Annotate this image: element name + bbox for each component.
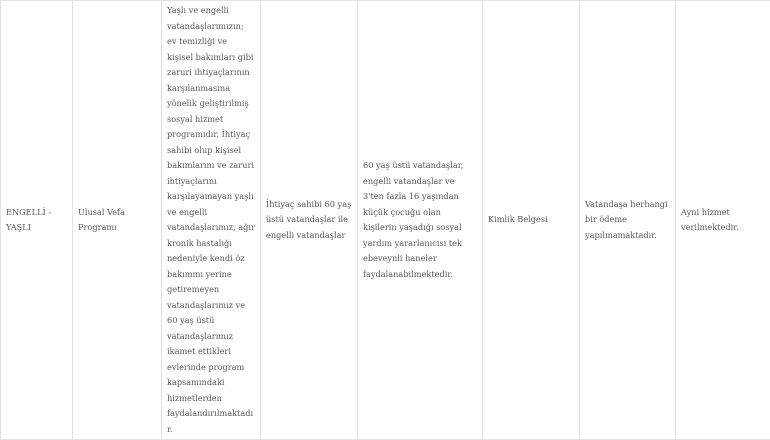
eligibility-text: 60 yaş üstü vatandaşlar, engelli vatandaşlar ve 3'ten fazla 16 yaşından küçük çocuğu olan kişilerin yaşadığı sosyal yardım yararlanıcısı tek ebeveynli haneler faydalanabilmektedir. (363, 158, 477, 282)
cell-description (162, 1, 261, 440)
cell-eligibility (358, 1, 483, 440)
program-description: Yaşlı ve engelli vatandaşlarımızın; ev temizliği ve kişisel bakımları gibi zaruri ihtiyaçlarının karşılanmasına yönelik geliştirilmiş sosyal hizmet programıdır. İhtiyaç sahibi olup kişisel bakımlarını ve zaruri ihtiyaçlarını karşılayamayan yaşlı ve engelli vatandaşlarımız, ağır kronik hastalığı nedeniyle kendi öz bakımını yerine getiremeyen vatandaşlarımız ve 60 yaş üstü vatandaşlarımız ikamet ettikleri evlerinde program kapsamındaki hizmetlerden faydalandırılmaktadır. (167, 3, 255, 437)
cell-category (1, 1, 73, 440)
cell-program (73, 1, 162, 440)
category-text: ENGELLİ - YAŞLI (6, 205, 67, 236)
program-name: Ulusal Vefa Programı (78, 205, 156, 236)
cell-aid-type (676, 1, 770, 440)
aid-type-text: Ayni hizmet verilmektedir. (681, 205, 765, 236)
table-row (1, 1, 770, 440)
cell-payment (580, 1, 676, 440)
payment-text: Vatandaşa herhangi bir ödeme yapılmamaktadır. (585, 197, 670, 244)
cell-document (483, 1, 580, 440)
target-group-text: İhtiyaç sahibi 60 yaş üstü vatandaşlar ile engelli vatandaşlar (266, 197, 352, 244)
required-document-text: Kimlik Belgesi (488, 212, 574, 228)
cell-target-group (261, 1, 358, 440)
